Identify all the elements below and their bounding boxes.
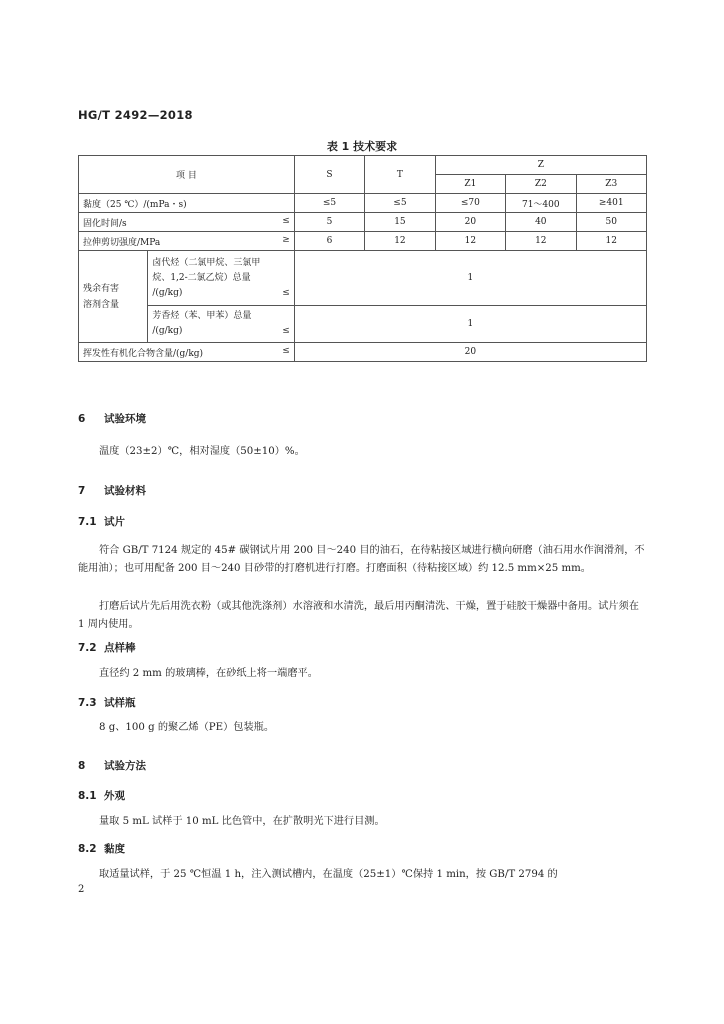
- page-number: 2: [78, 884, 85, 895]
- row-label: 黏度（25 ℃）/(mPa・s): [79, 194, 295, 213]
- table-row: [79, 213, 647, 232]
- table-row-voc: [79, 343, 647, 362]
- subsection-heading: 7.2 点样棒: [78, 642, 136, 654]
- residual-solvent-label: 残余有害 溶剂含量: [79, 251, 148, 343]
- voc-value: 20: [294, 343, 646, 362]
- halogenated-value: 1: [294, 251, 646, 306]
- subsection-heading: 8.2 黏度: [78, 843, 125, 855]
- paragraph: 量取 5 mL 试样于 10 mL 比色管中，在扩散明光下进行目测。: [99, 816, 385, 827]
- header-t: T: [365, 156, 435, 194]
- table-header-row: [79, 156, 647, 175]
- cell-t: 12: [365, 232, 435, 251]
- subsection-heading: 7.3 试样瓶: [78, 697, 136, 709]
- cell-t: 15: [365, 213, 435, 232]
- cell-t: ≤5: [365, 194, 435, 213]
- cell-z3: 12: [576, 232, 646, 251]
- table-caption: 表 1 技术要求: [326, 140, 398, 153]
- table-row: [79, 232, 647, 251]
- header-item: 项 目: [79, 156, 295, 194]
- table-row-halogenated: [79, 251, 647, 306]
- cell-z3: 50: [576, 213, 646, 232]
- cell-z1: 20: [435, 213, 505, 232]
- row-label: 拉伸剪切强度/MPa ≥: [79, 232, 295, 251]
- halogenated-label: 卤代烃（二氯甲烷、三氯甲 烷、1,2-二氯乙烷）总量 /(g/kg) ≤: [148, 251, 294, 306]
- section-heading: 6 试验环境: [78, 413, 146, 425]
- row-label: 固化时间/s ≤: [79, 213, 295, 232]
- technical-requirements-table: [78, 155, 647, 362]
- cell-z1: 12: [435, 232, 505, 251]
- cell-z2: 12: [506, 232, 576, 251]
- cell-z1: ≤70: [435, 194, 505, 213]
- paragraph: 取适量试样，于 25 ℃恒温 1 h，注入测试槽内，在温度（25±1）℃保持 1 min，按 GB/T 2794 的: [99, 869, 558, 880]
- header-z1: Z1: [435, 175, 505, 194]
- aromatic-value: 1: [294, 306, 646, 343]
- header-z2: Z2: [506, 175, 576, 194]
- section-heading: 8 试验方法: [78, 760, 146, 772]
- cell-s: 5: [294, 213, 364, 232]
- section-heading: 7 试验材料: [78, 485, 146, 497]
- cell-z3: ≥401: [576, 194, 646, 213]
- cell-s: ≤5: [294, 194, 364, 213]
- paragraph: 8 g、100 g 的聚乙烯（PE）包装瓶。: [99, 722, 275, 733]
- subsection-heading: 8.1 外观: [78, 790, 125, 802]
- aromatic-label: 芳香烃（苯、甲苯）总量 /(g/kg) ≤: [148, 306, 294, 343]
- paragraph: 温度（23±2）℃，相对湿度（50±10）%。: [99, 446, 305, 457]
- header-s: S: [294, 156, 364, 194]
- cell-z2: 71～400: [506, 194, 576, 213]
- paragraph: 打磨后试片先后用洗衣粉（或其他洗涤剂）水溶液和水清洗，最后用丙酮清洗、干燥，置于硅胶干燥器中备用。试片须在 1 周内使用。: [78, 601, 639, 630]
- paragraph: 直径约 2 mm 的玻璃棒，在砂纸上将一端磨平。: [99, 668, 318, 679]
- header-z: Z: [435, 156, 646, 175]
- voc-label: 挥发性有机化合物含量/(g/kg) ≤: [79, 343, 295, 362]
- table-row-aromatic: [79, 306, 647, 343]
- header-z3: Z3: [576, 175, 646, 194]
- cell-z2: 40: [506, 213, 576, 232]
- table-row: [79, 194, 647, 213]
- subsection-heading: 7.1 试片: [78, 516, 125, 528]
- cell-s: 6: [294, 232, 364, 251]
- standard-code: HG/T 2492—2018: [78, 108, 193, 122]
- paragraph: 符合 GB/T 7124 规定的 45# 碳钢试片用 200 目～240 目的油石，在待粘接区域进行横向研磨（油石用水作润滑剂，不能用油）；也可用配备 200 目～240 目砂带的打磨机进行打磨。打磨面积（待粘接区域）约 12.5 mm×25 mm。: [78, 545, 645, 574]
